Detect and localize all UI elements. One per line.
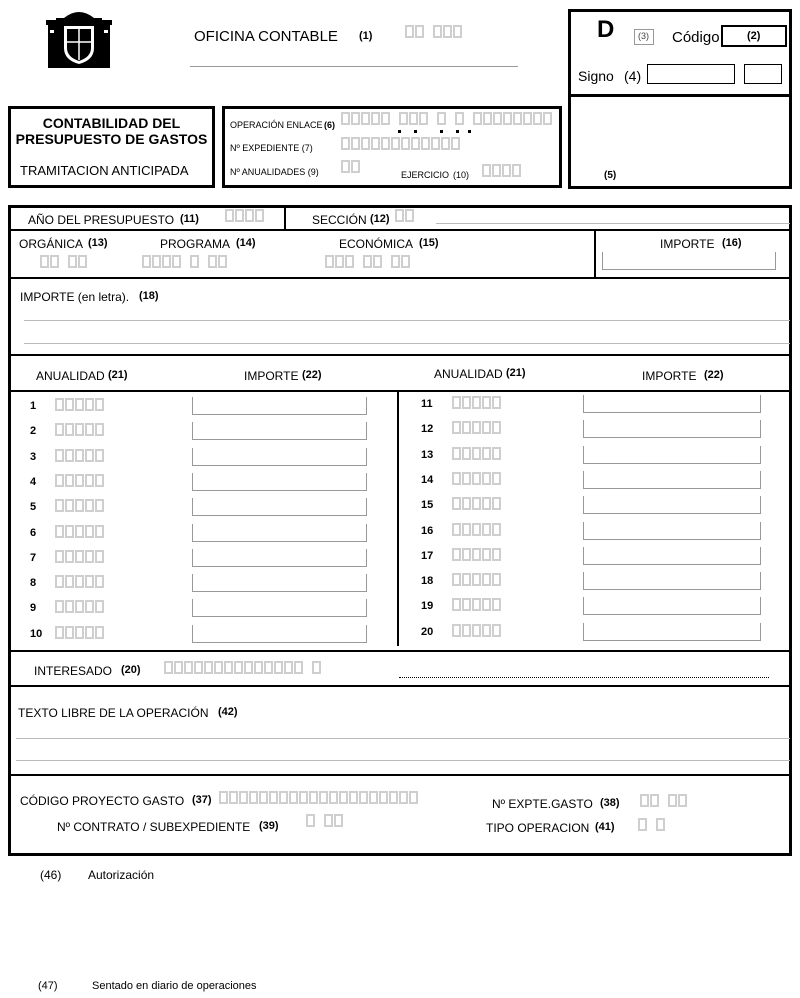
row-divider <box>10 650 790 652</box>
field-5-num: (5) <box>604 170 617 181</box>
contrato-label: Nº CONTRATO / SUBEXPEDIENTE <box>57 820 251 834</box>
annuity-year-cells[interactable] <box>55 423 105 436</box>
annuity-row-number: 19 <box>421 600 434 613</box>
annuity-year-cells[interactable] <box>55 550 105 563</box>
annuity-row-number: 2 <box>30 425 37 438</box>
annuity-amount-field[interactable] <box>583 395 761 413</box>
signo-field-2[interactable] <box>744 64 782 84</box>
proyecto-gasto-cells[interactable] <box>219 791 419 804</box>
doc-letter: D <box>597 16 615 43</box>
row-divider <box>10 685 790 687</box>
dot <box>440 130 443 133</box>
annuities-center-divider <box>397 392 399 646</box>
annuity-amount-field[interactable] <box>583 623 761 641</box>
annuity-row-number: 5 <box>30 501 37 514</box>
annuity-amount-field[interactable] <box>192 574 367 592</box>
annuity-row-number: 9 <box>30 602 37 615</box>
annuity-row-number: 6 <box>30 526 37 539</box>
annuity-year-cells[interactable] <box>452 523 502 536</box>
tipo-operacion-cells[interactable] <box>638 818 666 831</box>
annuity-row-number: 1 <box>30 400 37 412</box>
ejercicio-label: EJERCICIO <box>401 170 450 180</box>
anualidad-num-left: (21) <box>108 369 128 381</box>
sentado-label: Sentado en diario de operaciones <box>92 980 257 992</box>
programa-label: PROGRAMA <box>160 237 231 251</box>
annuity-year-cells[interactable] <box>55 525 105 538</box>
annuity-row-number: 15 <box>421 499 434 512</box>
importe-header-left: IMPORTE <box>244 369 299 383</box>
row-divider <box>10 277 790 279</box>
annuity-amount-field[interactable] <box>192 524 367 542</box>
annuity-amount-field[interactable] <box>192 422 367 440</box>
annuity-row-number: 10 <box>30 627 43 640</box>
importe-num-right: (22) <box>704 369 724 381</box>
importe-label: IMPORTE <box>660 237 715 251</box>
row-divider <box>10 774 790 776</box>
oficina-underline <box>190 66 518 67</box>
operacion-enlace-cells[interactable] <box>341 112 553 125</box>
annuity-year-cells[interactable] <box>452 447 502 460</box>
annuity-row-number: 3 <box>30 450 37 463</box>
organica-num: (13) <box>88 237 108 249</box>
importe-letra-label: IMPORTE (en letra). <box>20 290 130 304</box>
anualidades-cells[interactable] <box>341 160 361 173</box>
form-title: CONTABILIDAD DEL PRESUPUESTO DE GASTOS <box>15 115 208 147</box>
row-divider <box>10 390 790 392</box>
seccion-line <box>436 223 790 224</box>
ejercicio-cells[interactable] <box>482 164 522 177</box>
economica-cells[interactable] <box>325 255 411 268</box>
annuity-row-number: 20 <box>421 625 434 638</box>
annuity-year-cells[interactable] <box>452 421 502 434</box>
col-divider <box>594 231 596 277</box>
annuity-amount-field[interactable] <box>583 597 761 615</box>
annuity-row-number: 16 <box>421 524 434 537</box>
annuity-row-number: 17 <box>421 549 434 562</box>
annuity-amount-field[interactable] <box>192 397 367 415</box>
annuity-amount-field[interactable] <box>583 572 761 590</box>
operacion-enlace-label: OPERACIÓN ENLACE <box>230 120 323 130</box>
sentado-num: (47) <box>38 980 58 992</box>
doc-num: (3) <box>638 31 649 41</box>
annuity-amount-field[interactable] <box>583 547 761 565</box>
annuity-year-cells[interactable] <box>55 449 105 462</box>
interesado-num: (20) <box>121 664 141 676</box>
oficina-contable-num: (1) <box>359 30 373 42</box>
signo-field-1[interactable] <box>647 64 735 84</box>
organica-cells[interactable] <box>40 255 88 268</box>
annuity-amount-field[interactable] <box>583 471 761 489</box>
annuity-year-cells[interactable] <box>55 626 105 639</box>
signo-num: (4) <box>624 68 642 84</box>
texto-libre-line-2[interactable] <box>16 760 790 761</box>
importe-header-right: IMPORTE <box>642 369 697 383</box>
anio-presupuesto-num: (11) <box>180 213 199 225</box>
annuity-amount-field[interactable] <box>192 625 367 643</box>
dot <box>456 130 459 133</box>
interesado-cells[interactable] <box>164 661 322 674</box>
autorizacion-num: (46) <box>40 868 62 882</box>
annuity-year-cells[interactable] <box>452 548 502 561</box>
programa-num: (14) <box>236 237 256 249</box>
annuity-year-cells[interactable] <box>452 598 502 611</box>
annuity-year-cells[interactable] <box>55 398 105 411</box>
annuity-row-number: 13 <box>421 448 434 461</box>
annuity-row-number: 7 <box>30 551 37 564</box>
interesado-label: INTERESADO <box>34 664 113 678</box>
annuity-year-cells[interactable] <box>452 472 502 485</box>
importe-letra-num: (18) <box>139 290 159 302</box>
annuity-amount-field[interactable] <box>192 448 367 466</box>
texto-libre-line-1[interactable] <box>16 738 790 739</box>
importe-num-left: (22) <box>302 369 322 381</box>
annuity-amount-field[interactable] <box>583 496 761 514</box>
contrato-cells[interactable] <box>306 814 344 827</box>
row-divider <box>10 229 790 231</box>
annuity-amount-field[interactable] <box>192 599 367 617</box>
ejercicio-num: (10) <box>453 170 470 180</box>
dot <box>398 130 401 133</box>
tipo-operacion-num: (41) <box>595 821 615 833</box>
annuity-row-number: 11 <box>421 398 433 410</box>
anio-presupuesto-label: AÑO DEL PRESUPUESTO <box>28 213 175 227</box>
expediente-label: Nº EXPEDIENTE (7) <box>230 143 313 153</box>
seccion-num: (12) <box>370 213 390 225</box>
dot <box>414 130 417 133</box>
annuity-row-number: 12 <box>421 423 434 436</box>
oficina-contable-label: OFICINA CONTABLE <box>194 28 338 45</box>
annuity-amount-field[interactable] <box>583 420 761 438</box>
importe-letra-line-1[interactable] <box>24 320 790 321</box>
annuity-amount-field[interactable] <box>192 473 367 491</box>
annuity-year-cells[interactable] <box>452 396 502 409</box>
contrato-num: (39) <box>259 820 279 832</box>
annuity-year-cells[interactable] <box>452 497 502 510</box>
programa-cells[interactable] <box>142 255 228 268</box>
proyecto-gasto-label: CÓDIGO PROYECTO GASTO <box>20 794 185 808</box>
annuity-year-cells[interactable] <box>55 499 105 512</box>
codigo-label: Código <box>672 29 720 46</box>
proyecto-gasto-num: (37) <box>192 794 212 806</box>
oficina-contable-cells[interactable] <box>405 25 463 38</box>
seccion-label: SECCIÓN <box>312 213 367 227</box>
anualidades-label: Nº ANUALIDADES (9) <box>230 167 319 177</box>
signo-label: Signo <box>578 68 614 84</box>
annuity-year-cells[interactable] <box>55 474 105 487</box>
operacion-enlace-num: (6) <box>324 120 335 130</box>
expediente-cells[interactable] <box>341 137 461 150</box>
autorizacion-label: Autorización <box>88 868 155 882</box>
anualidad-header-left: ANUALIDAD <box>36 369 105 383</box>
anio-presupuesto-cells[interactable] <box>225 209 265 222</box>
annuity-year-cells[interactable] <box>452 624 502 637</box>
row-divider <box>10 354 790 356</box>
economica-num: (15) <box>419 237 439 249</box>
seccion-cells[interactable] <box>395 209 415 222</box>
interesado-dotted-line <box>399 677 769 678</box>
importe-letra-line-2[interactable] <box>24 343 790 344</box>
coat-of-arms-emblem <box>44 8 114 72</box>
col-divider <box>284 207 286 229</box>
annuity-row-number: 4 <box>30 475 37 488</box>
annuity-row-number: 8 <box>30 577 37 590</box>
annuity-row-number: 18 <box>421 575 434 588</box>
expte-gasto-label: Nº EXPTE.GASTO <box>492 797 593 811</box>
organica-label: ORGÁNICA <box>19 237 84 251</box>
expte-gasto-num: (38) <box>600 797 620 809</box>
expte-gasto-cells[interactable] <box>640 794 688 807</box>
codigo-num: (2) <box>747 30 761 42</box>
annuity-amount-field[interactable] <box>583 446 761 464</box>
annuity-amount-field[interactable] <box>192 549 367 567</box>
annuity-year-cells[interactable] <box>452 573 502 586</box>
economica-label: ECONÓMICA <box>339 237 414 251</box>
importe-num: (16) <box>722 237 742 249</box>
annuity-year-cells[interactable] <box>55 600 105 613</box>
texto-libre-num: (42) <box>218 706 238 718</box>
annuity-row-number: 14 <box>421 473 434 486</box>
importe-field[interactable] <box>602 252 776 270</box>
annuity-amount-field[interactable] <box>583 522 761 540</box>
anualidad-header-right: ANUALIDAD <box>434 367 503 381</box>
annuity-year-cells[interactable] <box>55 575 105 588</box>
annuity-amount-field[interactable] <box>192 498 367 516</box>
texto-libre-label: TEXTO LIBRE DE LA OPERACIÓN <box>18 706 209 720</box>
code-box-divider <box>570 94 790 97</box>
dot <box>468 130 471 133</box>
form-subtitle: TRAMITACION ANTICIPADA <box>20 163 189 178</box>
anualidad-num-right: (21) <box>506 367 526 379</box>
tipo-operacion-label: TIPO OPERACION <box>486 821 590 835</box>
